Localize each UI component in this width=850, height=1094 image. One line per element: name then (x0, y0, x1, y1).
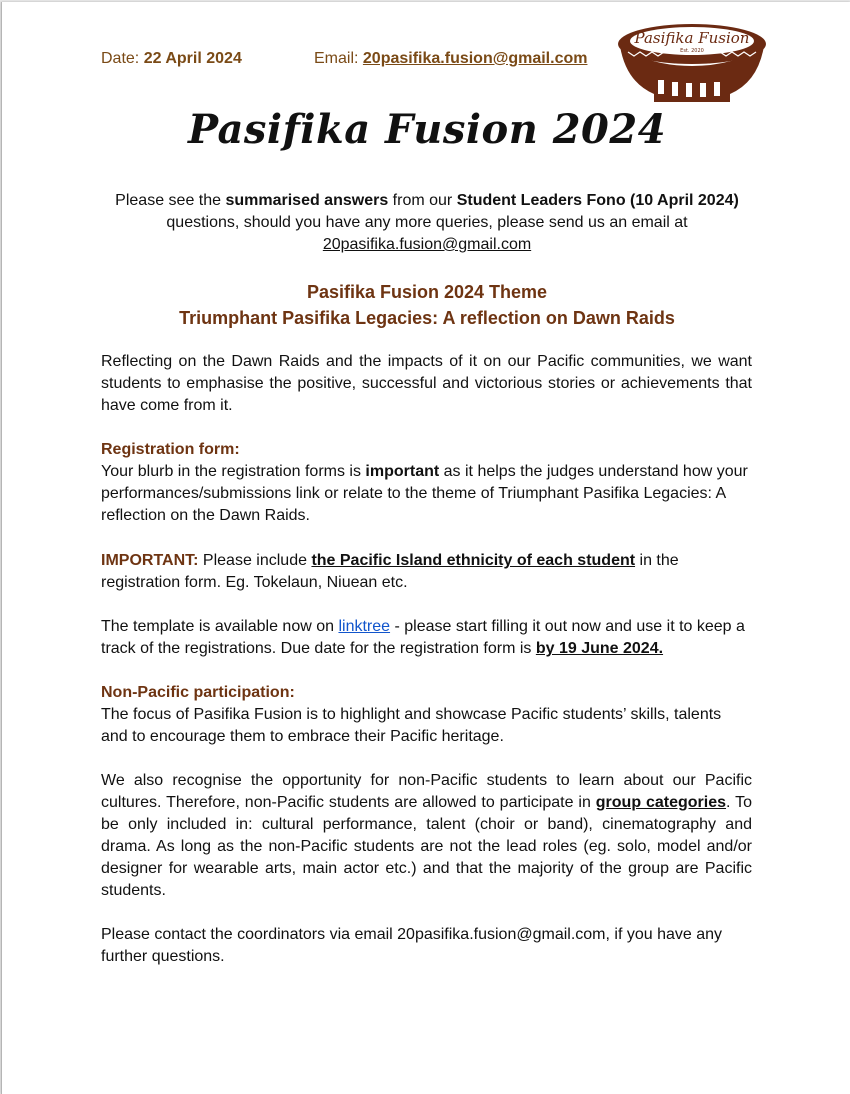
intro-paragraph: Please see the summarised answers from our Student Leaders Fono (10 April 2024) questions, should you have any more queries, please send us an email at 20pasifika.fusion@gmail.com (115, 192, 739, 253)
linktree-link[interactable]: linktree (338, 618, 391, 635)
intro-email-link[interactable]: 20pasifika.fusion@gmail.com (322, 236, 532, 253)
non-pacific-section (101, 682, 752, 748)
document-page (1, 2, 850, 1094)
page-title: Pasifika Fusion 2024 (187, 106, 667, 153)
non-pacific-recognise: We also recognise the opportunity for non-Pacific students to learn about our Pacific cultures. Therefore, non-Pacific students are allowed to participate in group categories. To be only included in: cultural performance, talent (choir or band), cinematography and drama. As long as the non-Pacific students are not the lead roles (eg. solo, model and/or designer for wearable arts, main actor etc.) and that the majority of the group are Pacific students. (101, 772, 752, 899)
non-pacific-focus: The focus of Pasifika Fusion is to highlight and showcase Pacific students’ skills, talents and to encourage them to embrace their Pacific heritage. (101, 706, 722, 745)
registration-heading: Registration form: (101, 441, 240, 458)
theme-heading: Pasifika Fusion 2024 Theme Triumphant Pasifika Legacies: A reflection on Dawn Raids (179, 282, 675, 328)
reflecting-paragraph: Reflecting on the Dawn Raids and the impacts of it on our Pacific communities, we want students to emphasise the positive, successful and victorious stories or achievements that have come from it. (101, 353, 752, 414)
header-email-link[interactable]: 20pasifika.fusion@gmail.com (362, 50, 588, 67)
non-pacific-heading: Non-Pacific participation: (101, 684, 295, 701)
pasifika-fusion-logo (614, 20, 770, 106)
contact-paragraph: Please contact the coordinators via email 20pasifika.fusion@gmail.com, if you have any further questions. (101, 926, 723, 965)
logo-text: Pasifika Fusion (634, 29, 750, 47)
header-email: Email: 20pasifika.fusion@gmail.com (314, 50, 588, 67)
header-date: Date: 22 April 2024 (101, 50, 242, 67)
template-paragraph: The template is available now on linktree - please start filling it out now and use it to keep a track of the registrations. Due date for the registration form is by 19 June 2024. (101, 618, 745, 657)
logo-est: Est. 2020 (680, 48, 704, 54)
registration-section (101, 439, 752, 527)
important-paragraph: IMPORTANT: Please include the Pacific Island ethnicity of each student in the registration form. Eg. Tokelaun, Niuean etc. (101, 552, 679, 591)
registration-text: Your blurb in the registration forms is important as it helps the judges understand how your performances/submissions link or relate to the theme of Triumphant Pasifika Legacies: A reflection on the Dawn Raids. (101, 463, 748, 524)
